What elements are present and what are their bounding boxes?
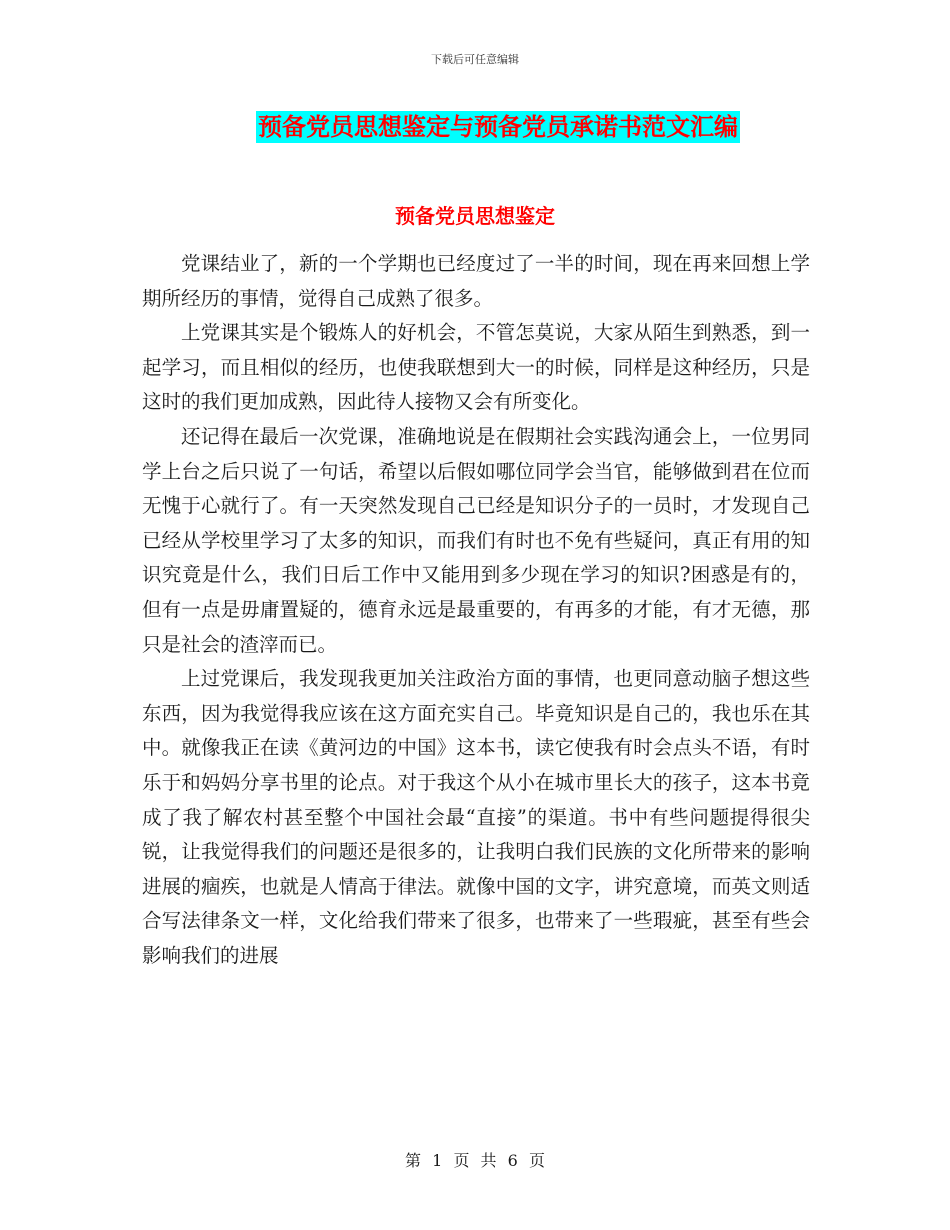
footer-suffix: 页: [528, 1151, 545, 1170]
page-footer: [0, 1150, 950, 1172]
footer-mid: 页: [453, 1151, 470, 1170]
header-note: 下载后可任意编辑: [431, 53, 519, 66]
footer-prefix: 第: [405, 1151, 422, 1170]
footer-total-pages: 6: [507, 1151, 518, 1170]
body-paragraph-4: 上过党课后，我发现我更加关注政治方面的事情，也更同意动脑子想这些东西，因为我觉得我应该在这方面充实自己。毕竟知识是自己的，我也乐在其中。就像我正在读《黄河边的中国》这本书，读它使我有时会点头不语，有时乐于和妈妈分享书里的论点。对于我这个从小在城市里长大的孩子，这本书竟成了我了解农村甚至整个中国社会最“直接”的渠道。书中有些问题提得很尖锐，让我觉得我们的问题还是很多的，让我明白我们民族的文化所带来的影响进展的痼疾，也就是人情高于律法。就像中国的文字，讲究意境，而英文则适合写法律条文一样，文化给我们带来了很多，也带来了一些瑕疵，甚至有些会影响我们的进展: [142, 667, 810, 967]
body-paragraph-1: 党课结业了，新的一个学期也已经度过了一半的时间，现在再来回想上学期所经历的事情，觉得自己成熟了很多。: [142, 252, 810, 310]
footer-page-number: 1: [432, 1151, 443, 1170]
document-title-container: [0, 111, 950, 143]
body-paragraph-2: 上党课其实是个锻炼人的好机会，不管怎莫说，大家从陌生到熟悉，到一起学习，而且相似的经历，也使我联想到大一的时候，同样是这种经历，只是这时的我们更加成熟，因此待人接物又会有所变化。: [142, 321, 810, 414]
footer-total-prefix: 共: [480, 1151, 497, 1170]
document-body: [142, 247, 810, 973]
section-title: 预备党员思想鉴定: [395, 204, 555, 228]
document-title: 预备党员思想鉴定与预备党员承诺书范文汇编: [258, 112, 738, 141]
body-paragraph-3: 还记得在最后一次党课，准确地说是在假期社会实践沟通会上，一位男同学上台之后只说了一句话，希望以后假如哪位同学会当官，能够做到君在位而无愧于心就行了。有一天突然发现自己已经是知识分子的一员时，才发现自己已经从学校里学习了太多的知识，而我们有时也不免有些疑问，真正有用的知识究竟是什么，我们日后工作中又能用到多少现在学习的知识?困惑是有的，但有一点是毋庸置疑的，德育永远是最重要的，有再多的才能，有才无德，那只是社会的渣滓而已。: [142, 424, 810, 656]
